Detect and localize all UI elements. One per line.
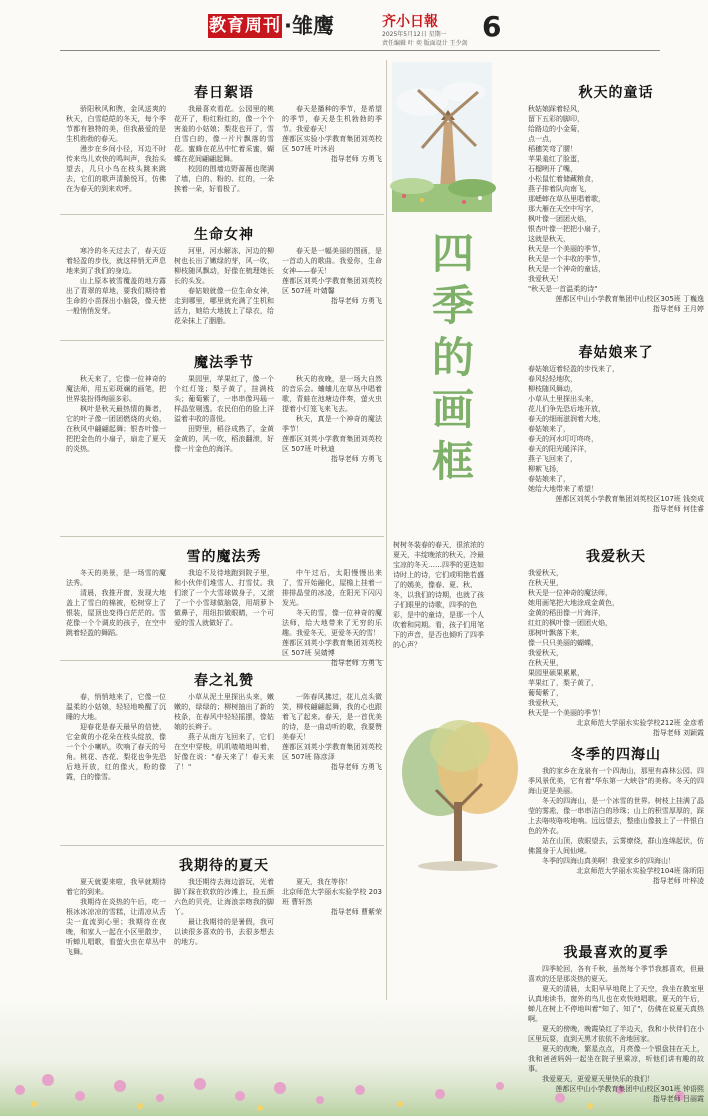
byline: 北京师范大学丽水实验学校 203班 曹轩然 — [282, 888, 382, 906]
autumn-tree-illustration — [400, 712, 518, 872]
article-column: 河里，河水解冻，河边的柳树也长出了嫩绿的芽，风一吹，柳枝随风飘动，好像在梳理她长长的头发。 春姑娘就像一位生命女神，走到哪里，哪里就充满了生机和活力，她给大地披上了绿衣，给花朵抹上了胭脂。 — [174, 247, 274, 325]
row-divider — [60, 214, 384, 215]
teacher-credit: 指导老师 方勇飞 — [330, 763, 382, 771]
article-column: 小草从泥土里探出头来，嫩嫩的，绿绿的；柳树抽出了新的枝条，在春风中轻轻摇摆，像姑娘的长辫子。 燕子从南方飞回来了，它们在空中穿梭，叽叽喳喳地叫着，好像在说："春天来了！春天来了！" — [174, 693, 274, 771]
article-ode-to-spring — [66, 670, 382, 843]
byline: 北京师范大学丽水实验学校212班 金彦希 — [576, 719, 704, 727]
article-spring-whispers — [66, 82, 382, 212]
article-title: 我最喜欢的夏季 — [563, 945, 669, 961]
poem-title: 秋天的童话 — [578, 85, 654, 101]
article-winter-sihai-mountain — [528, 744, 704, 934]
article-column: 秋天的夜晚，是一场大自然的音乐会。蛐蛐儿在草丛中唱着歌，青蛙在池塘边伴奏，萤火虫提着小灯笼飞来飞去。 秋天，真是一个神奇的魔法季节！ 莲都区刘英小学教育集团刘英校区 507班 叶秋迪 指导老师 方勇飞 — [282, 375, 382, 463]
article-title: 魔法季节 — [194, 355, 254, 371]
article-title: 雪的魔法秀 — [186, 549, 262, 565]
feature-title: 四 季 的 画 框 — [431, 229, 474, 486]
poem-i-love-autumn — [528, 546, 704, 742]
section-title: 教育周刊 — [209, 16, 281, 36]
column-divider — [386, 60, 387, 1000]
poem-body: 春姑娘迈着轻盈的步伐来了， 春风轻轻地吹， 柳枝随风舞动， 小草从土里探出头来， 花儿们争先恐后地开放， 春天的细雨滋润着大地， 春姑娘来了， 春天的河水叮叮咚咚， 春天的阳光暖洋洋， 燕子飞回来了， 柳絮飞扬， 春姑娘来了， 她给大地带来了希望！ 莲都区刘英小学教育集团刘英校区107班 钱奕成 指导老师 何佳睿 — [528, 365, 704, 513]
teacher-credit: 指导老师 刘颖霞 — [652, 729, 704, 737]
issue-date: 2025年5月12日 星期一 — [382, 31, 447, 38]
article-summer-i-await — [66, 855, 382, 1005]
poem-body: 我爱秋天， 在秋天里， 秋天是一位神奇的魔法师， 她用画笔把大地涂成金黄色， 金黄的稻田像一片海洋， 红红的枫叶像一团团火焰， 那树叶飘落下来， 像一只只美丽的蝴蝶， 我爱秋天， 在秋天里， 果园里硕果累累， 苹果红了，梨子黄了， 葡萄紫了， 我爱秋天， 秋天是一个美丽的季节！ 北京师范大学丽水实验学校212班 金彦希 指导老师 刘颖霞 — [528, 569, 704, 737]
article-column: 我最喜欢看花。公园里的桃花开了，粉红粉红的，像一个个害羞的小姑娘；梨花也开了，雪白雪白的，像一片片飘落的雪花。蜜蜂在花丛中忙着采蜜，蝴蝶在花间翩翩起舞。 校园的围墙边野蔷薇也爬满了墙，白的、粉的、红的，一朵挨着一朵，好看极了。 — [174, 105, 274, 193]
article-column: 我迫不及待地跑到院子里，和小伙伴们堆雪人、打雪仗。我们滚了一个大雪球做身子，又滚了一个小雪球做脑袋，用胡萝卜做鼻子，用纽扣做眼睛，一个可爱的雪人就做好了。 — [174, 569, 274, 627]
poem-miss-spring-is-here — [528, 342, 704, 526]
poem-title: 春姑娘来了 — [578, 345, 654, 361]
row-divider — [60, 845, 384, 846]
article-column: 冬天的美景，是一场雪的魔法秀。 清晨，我推开窗，发现大地盖上了雪白的棉被，松树穿上了银装，屋顶也变得白茫茫的。雪花像一个个调皮的孩子，在空中跳着轻盈的舞蹈。 — [66, 569, 166, 637]
article-title: 生命女神 — [194, 227, 254, 243]
article-column: 果园里，苹果红了，像一个个红灯笼；梨子黄了，挂满枝头；葡萄紫了，一串串像玛瑙一样晶莹剔透。农民伯伯的脸上洋溢着丰收的喜悦。 田野里，稻谷成熟了，金黄金黄的，风一吹，稻浪翻滚，好像一片金色的海洋。 — [174, 375, 274, 453]
teacher-credit: 指导老师 方勇飞 — [330, 297, 382, 305]
article-column: 春，悄悄地来了，它像一位温柔的小姑娘，轻轻地唤醒了沉睡的大地。 迎春花是春天最早的信使，它金黄的小花朵在枝头绽放，像一个个小喇叭，吹响了春天的号角。桃花、杏花、梨花也争先恐后地开放，红的像火，粉的像霞，白的像雪。 — [66, 693, 166, 781]
article-column: 夏天就要来啦，我早就期待着它的到来。 我期待在炎热的午后，吃一根冰冰凉凉的雪糕，让清凉从舌尖一直流到心里；我期待在夜晚，和家人一起在小区里散步，听蝉儿唱歌，看萤火虫在草丛中飞舞。 — [66, 878, 166, 956]
byline: 莲都区刘英小学教育集团刘英校区 507班 陈彦泽 — [282, 743, 382, 761]
poem-autumn-fairy-tale — [528, 82, 704, 332]
teacher-credit: 指导老师 王月婷 — [652, 305, 704, 313]
teacher-credit: 指导老师 方勇飞 — [330, 455, 382, 463]
teacher-credit: 指导老师 方勇飞 — [330, 659, 382, 667]
article-title: 冬季的四海山 — [571, 747, 661, 763]
article-column: 中午过后，太阳慢慢出来了，雪开始融化，屋檐上挂着一排排晶莹的冰凌，在阳光下闪闪发光。 冬天的雪，像一位神奇的魔法师，给大地带来了无穷的乐趣。我爱冬天，更爱冬天的雪！ 莲都区刘英小学教育集团刘英校区 507班 吴婧博 指导老师 方勇飞 — [282, 569, 382, 667]
byline: 莲都区中山小学教育集团中山校区305班 丁巍逸 — [555, 295, 704, 303]
newspaper-logo: 齐小日報 — [382, 14, 438, 30]
windmill-illustration — [392, 62, 492, 212]
byline: 莲都区刘英小学教育集团刘英校区107班 钱奕成 — [555, 495, 704, 503]
article-snow-magic-show — [66, 546, 382, 667]
article-column: 春天是播种的季节，是希望的季节，春天是生机勃勃的季节。我爱春天！ 莲都区实验小学教育集团刘英校区 507班 叶沐岩 指导老师 方勇飞 — [282, 105, 382, 163]
byline: 莲都区刘英小学教育集团刘英校区 507班 叶秋迪 — [282, 435, 382, 453]
article-my-favorite-summer — [528, 942, 704, 1112]
teacher-credit: 指导老师 曹紫荣 — [330, 908, 382, 916]
article-column: 春天是一幅美丽的图画，是一首动人的歌曲。我爱你，生命女神——春天！ 莲都区刘英小学教育集团刘英校区 507班 叶婧馨 指导老师 方勇飞 — [282, 247, 382, 305]
article-title: 春日絮语 — [194, 85, 254, 101]
byline: 莲都区中山小学教育集团中山校区301班 钟语熙 — [555, 1085, 704, 1093]
header-rule — [60, 50, 660, 51]
article-body: 我的家乡在龙泉有一个四海山，那里有森林公园、四季风景优美，它有着"华东第一大峡谷"的美称。冬天的四海山更是美丽。 冬天的四海山，是一个冰雪的世界。树枝上挂满了晶莹的雾凇，像一串串洁白的珍珠；山上的积雪厚厚的，踩上去咯吱咯吱地响。远远望去，整座山像披上了一件银白色的外衣。 站在山顶，放眼望去，云雾缭绕，群山连绵起伏，仿佛置身于人间仙境。 冬季的四海山真美啊！我爱家乡的四海山！ 北京师范大学丽水实验学校104班 陈昕阳 指导老师 叶梓凌 — [528, 767, 704, 885]
teacher-credit: 指导老师 方勇飞 — [330, 155, 382, 163]
article-title: 我期待的夏天 — [179, 858, 269, 874]
row-divider — [60, 340, 384, 341]
teacher-credit: 指导老师 叶梓凌 — [652, 877, 704, 885]
editors-credit: 责任编辑 叶 奕 版面设计 王少剑 — [382, 40, 468, 47]
article-column: 秋天来了，它像一位神奇的魔法师，用五彩斑斓的画笔，把世界装扮得绚丽多彩。 枫叶是秋天最热情的舞者，它的叶子像一团团燃烧的火焰，在秋风中翩翩起舞；银杏叶像一把把金色的小扇子，扇走了夏天的炎热。 — [66, 375, 166, 453]
section-subtitle: ·雏鹰 — [284, 14, 334, 38]
poem-title: 我爱秋天 — [586, 549, 646, 565]
article-magic-season — [66, 352, 382, 534]
byline: 莲都区刘英小学教育集团刘英校区 507班 吴婧博 — [282, 639, 382, 657]
byline: 莲都区刘英小学教育集团刘英校区 507班 叶婧馨 — [282, 277, 382, 295]
article-column: 夏天，我在等你！ 北京师范大学丽水实验学校 203班 曹轩然 指导老师 曹紫荣 — [282, 878, 382, 916]
teacher-credit: 指导老师 何佳睿 — [652, 505, 704, 513]
masthead — [0, 0, 708, 46]
article-goddess-of-life — [66, 224, 382, 338]
byline: 北京师范大学丽水实验学校104班 陈昕阳 — [576, 867, 704, 875]
row-divider — [60, 536, 384, 537]
article-column: 骄阳秋风和煦，金风送爽的秋天，白雪皑皑的冬天，每个季节都有独特的美，但我最爱的是生机勃勃的春天。 漫步在乡间小径，耳边不时传来鸟儿欢快的鸣叫声，我抬头望去，几只小鸟在枝头跳来跳去，它们的歌声清脆悦耳，仿佛在为春天的到来欢呼。 — [66, 105, 166, 193]
article-column: 寒冷的冬天过去了，春天迈着轻盈的步伐，就这样悄无声息地来到了我们的身边。 山上原本被雪覆盖的地方露出了青翠的草地，要我们期待着生命的小苗探出小脑袋，像天使一般悄悄发芽。 — [66, 247, 166, 315]
article-column: 我还期待去海边游玩，光着脚丫踩在软软的沙滩上，捡五颜六色的贝壳，让海浪亲吻我的脚丫。 最让我期待的是暑假，我可以读很多喜欢的书，去很多想去的地方。 — [174, 878, 274, 946]
article-title: 春之礼赞 — [194, 673, 254, 689]
teacher-credit: 指导老师 吕丽霞 — [652, 1095, 704, 1103]
page-number: 6 — [482, 10, 502, 43]
article-column: 一阵春风拂过，花儿点头微笑，柳枝翩翩起舞，我的心也跟着飞了起来。春天，是一首优美的诗，是一曲动听的歌，我要赞美春天！ 莲都区刘英小学教育集团刘英校区 507班 陈彦泽 指导老师 方勇飞 — [282, 693, 382, 771]
poem-body: 秋姑娘踩着轻风， 留下五彩的脚印， 给路边的小金菊， 点一点， 稻穗笑弯了腰！ 苹果羞红了脸蛋， 石榴咧开了嘴， 小松鼠忙着储藏粮食， 燕子排着队向南飞， 那蟋蟀在草丛里唱着歌， 那大雁在天空中写字， 枫叶像一团团火焰， 银杏叶像一把把小扇子， 这就是秋天， 秋天是一个美丽的季节， 秋天是一个丰收的季节， 秋天是一个神奇的童话， 我爱秋天！ "秋天是一首温柔的诗" 莲都区中山小学教育集团中山校区305班 丁巍逸 指导老师 王月婷 — [528, 105, 704, 313]
byline: 莲都区实验小学教育集团刘英校区 507班 叶沐岩 — [282, 135, 382, 153]
feature-intro: 树树冬装春的春天，很浓浓的夏天，丰绽晚浓的秋天，冷最宝凉的冬天……四季的更迭如诗时上的诗，它们或明艳若盛了的嫣美，像春、夏、秋、冬，以我们的诗期，也就了孩子们眼里的诗歌，四季的色彩，是中的童诗，是那一个人吹着和同期。看，孩子们用笔下的声音，是否也倾听了四季的心声？ — [393, 541, 484, 649]
article-body: 四季轮回，各有千秋，虽然每个季节我都喜欢，但最喜欢的还是那炎热的夏天。 夏天的清晨，太阳早早地爬上了天空，我坐在教室里认真地读书，窗外的鸟儿也在欢快地唱歌。夏天的午后，蝉儿在树上不停地叫着"知了、知了"，仿佛在说夏天真热啊。 夏天的傍晚，晚霞染红了半边天，我和小伙伴们在小区里玩耍，直到天黑才依依不舍地回家。 夏天的夜晚，繁星点点，月亮像一个银盘挂在天上，我和爸爸妈妈一起坐在院子里乘凉，听他们讲有趣的故事。 我爱夏天，更爱夏天里快乐的我们！ 莲都区中山小学教育集团中山校区301班 钟语熙 指导老师 吕丽霞 — [528, 965, 704, 1103]
